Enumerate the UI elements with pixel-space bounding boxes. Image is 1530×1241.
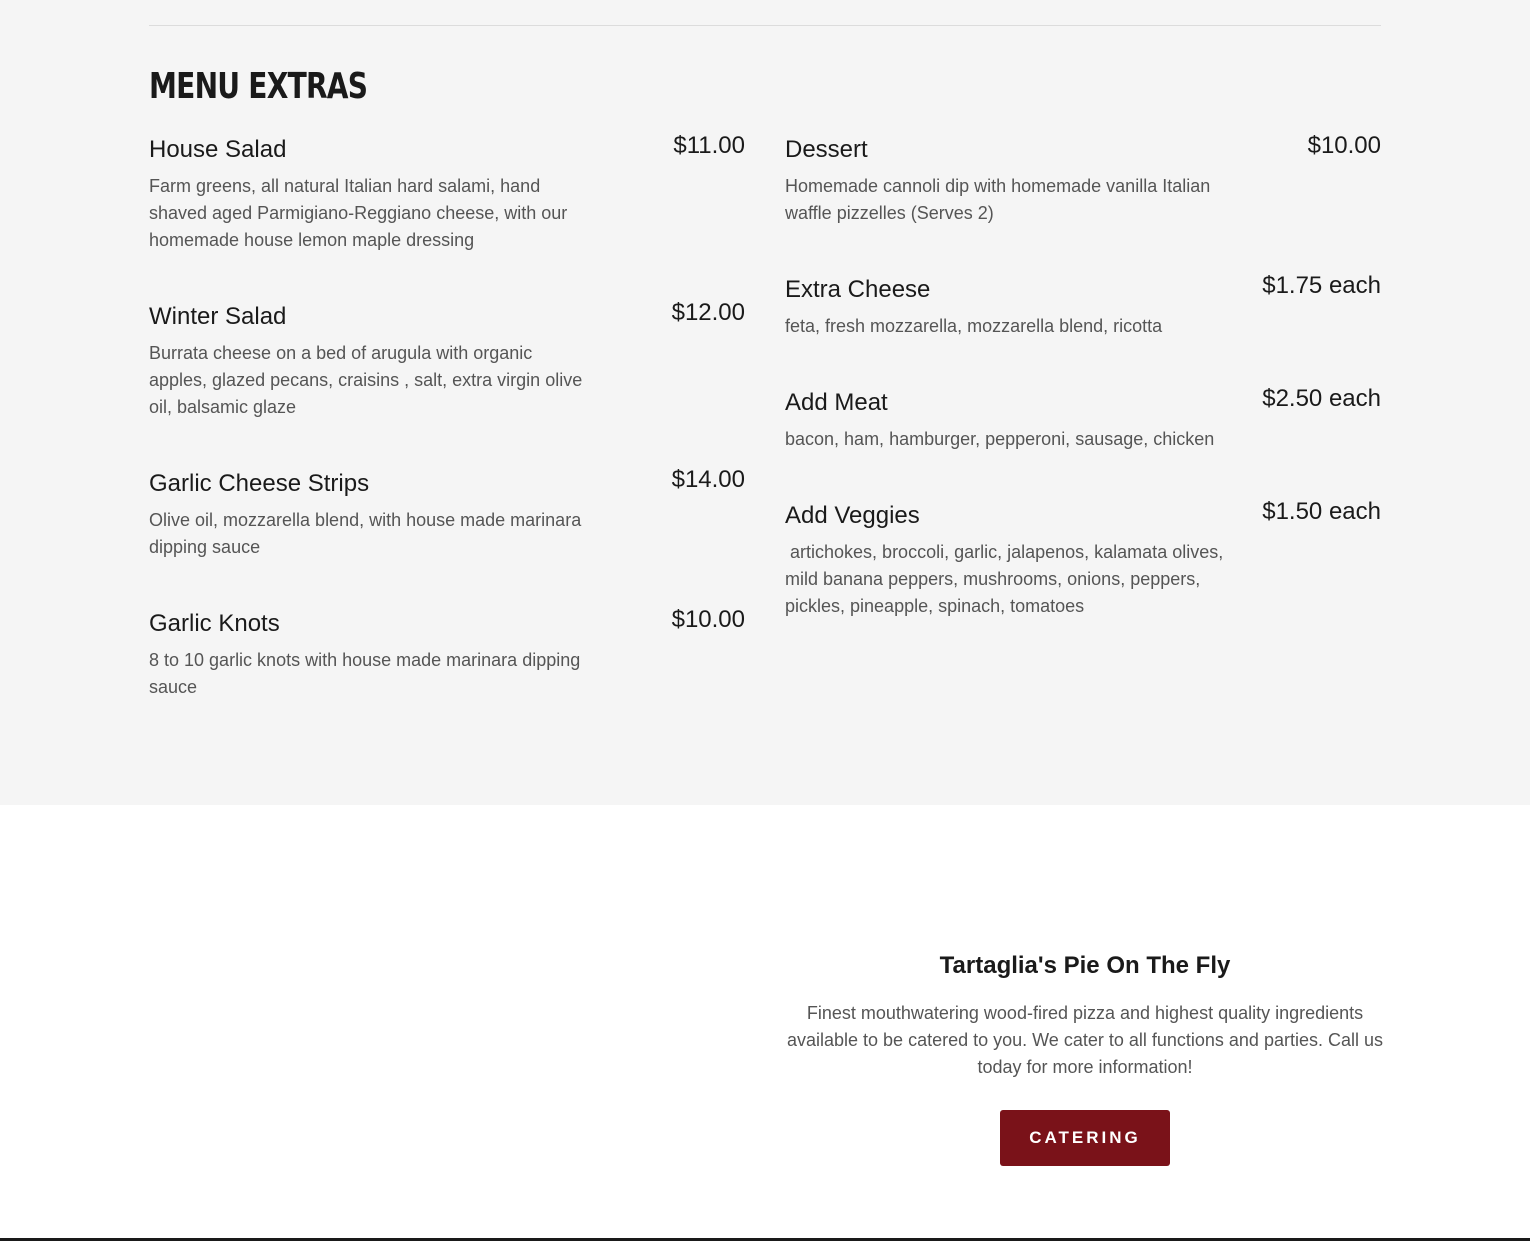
menu-item-name: Add Meat	[785, 389, 888, 416]
menu-item-description: bacon, ham, hamburger, pepperoni, sausage, chicken	[785, 429, 1215, 449]
menu-item-description: Burrata cheese on a bed of arugula with organic apples, glazed pecans, craisins , salt, extra virgin olive oil, balsamic glaze	[149, 343, 583, 417]
menu-item-price: $1.50 each	[1262, 498, 1381, 525]
menu-item-price: $12.00	[671, 299, 745, 326]
right-menu-column	[785, 0, 1381, 805]
catering-description: Finest mouthwatering wood-fired pizza and highest quality ingredients available to be catered to you. We cater to all functions and parties. Call us today for more information!	[786, 1003, 1383, 1077]
menu-item-description: artichokes, broccoli, garlic, jalapenos, kalamata olives, mild banana peppers, mushrooms, onions, peppers, pickles, pineapple, spinach, tomatoes	[785, 542, 1229, 616]
catering-title: Tartaglia's Pie On The Fly	[939, 952, 1231, 979]
menu-item-name: Add Veggies	[785, 502, 920, 529]
menu-item-price: $10.00	[1307, 132, 1381, 159]
menu-item-description: Olive oil, mozzarella blend, with house made marinara dipping sauce	[149, 510, 582, 557]
menu-item-price: $2.50 each	[1262, 385, 1381, 412]
menu-item-name: House Salad	[149, 136, 287, 163]
catering-button[interactable]: CATERING	[1000, 1110, 1170, 1166]
menu-item-name: Garlic Knots	[149, 610, 280, 637]
menu-item-price: $1.75 each	[1262, 272, 1381, 299]
menu-item-description: Farm greens, all natural Italian hard salami, hand shaved aged Parmigiano-Reggiano cheese, with our homemade house lemon maple dressing	[149, 176, 568, 250]
menu-item-price: $14.00	[671, 466, 745, 493]
menu-item-name: Winter Salad	[149, 303, 287, 330]
menu-item-name: Dessert	[785, 136, 868, 163]
menu-item-name: Extra Cheese	[785, 276, 931, 303]
section-title: MENU EXTRAS	[149, 66, 368, 107]
left-menu-column	[149, 0, 745, 805]
menu-item-name: Garlic Cheese Strips	[149, 470, 370, 497]
catering-section	[785, 948, 1385, 1147]
menu-item-price: $10.00	[671, 606, 745, 633]
menu-item-description: feta, fresh mozzarella, mozzarella blend, ricotta	[785, 316, 1163, 336]
menu-item-price: $11.00	[673, 132, 745, 159]
menu-item-description: Homemade cannoli dip with homemade vanilla Italian waffle pizzelles (Serves 2)	[785, 176, 1211, 223]
menu-item-description: 8 to 10 garlic knots with house made marinara dipping sauce	[149, 650, 581, 697]
